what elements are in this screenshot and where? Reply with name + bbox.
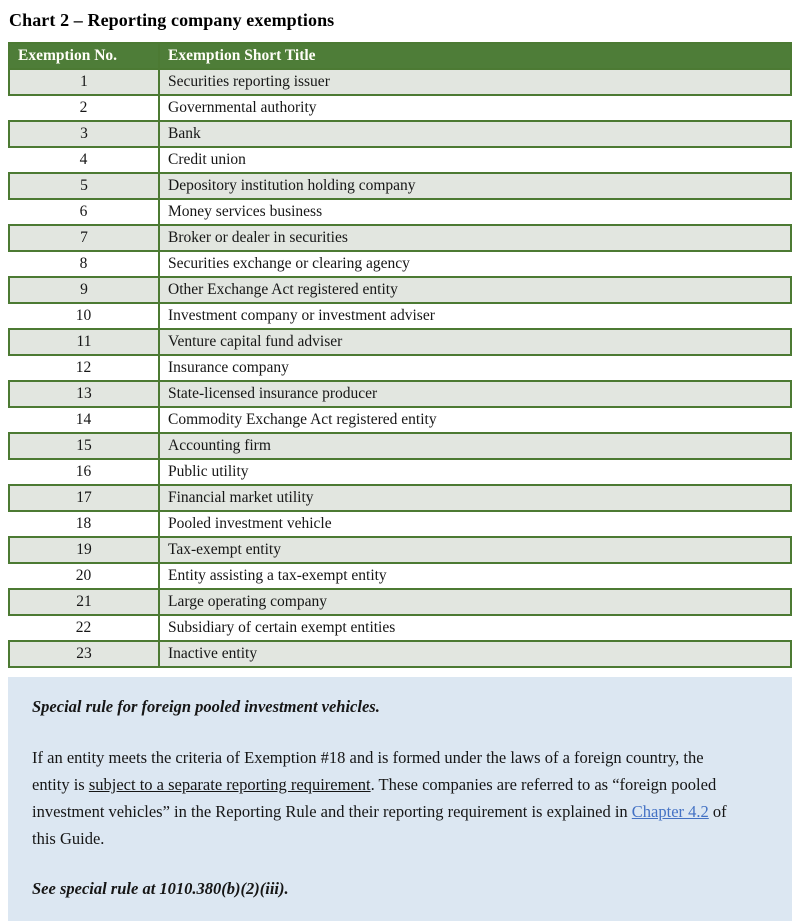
table-row (9, 511, 791, 537)
exemption-short-title-cell: Subsidiary of certain exempt entities (168, 619, 396, 636)
exemption-number-cell: 16 (9, 459, 159, 485)
exemption-number-cell: 9 (9, 277, 159, 303)
exemption-short-title-cell: Other Exchange Act registered entity (168, 281, 398, 298)
table-row (9, 537, 791, 563)
table-row (9, 381, 791, 407)
exemption-short-title-cell: Securities exchange or clearing agency (168, 255, 410, 272)
exemption-number-cell: 21 (9, 589, 159, 615)
exemption-number-cell: 18 (9, 511, 159, 537)
exemption-number-cell: 19 (9, 537, 159, 563)
exemption-short-title-cell: Depository institution holding company (168, 177, 416, 194)
chapter-4-2-link[interactable]: Chapter 4.2 (631, 802, 709, 822)
table-row (9, 303, 791, 329)
table-row (9, 355, 791, 381)
table-row (9, 173, 791, 199)
note-paragraph (32, 744, 732, 852)
exemption-short-title-cell: Pooled investment vehicle (168, 515, 332, 532)
citation-text: See special rule at 1010.380(b)(2)(iii). (32, 879, 289, 899)
exemption-short-title-cell: Accounting firm (168, 437, 271, 454)
exemptions-table (8, 42, 792, 668)
exemption-short-title-cell: Venture capital fund adviser (168, 333, 343, 350)
table-row (9, 225, 791, 251)
exemption-short-title-cell: Public utility (168, 463, 249, 480)
exemption-short-title-cell: Securities reporting issuer (168, 73, 330, 90)
exemption-number-cell: 7 (9, 225, 159, 251)
exemption-short-title-cell: Large operating company (168, 593, 327, 610)
table-row (9, 147, 791, 173)
exemption-short-title-cell: State-licensed insurance producer (168, 385, 378, 402)
exemption-number-cell: 12 (9, 355, 159, 381)
table-row (9, 485, 791, 511)
table-row (9, 615, 791, 641)
column-header-short-title: Exemption Short Title (159, 43, 791, 69)
exemption-number-cell: 10 (9, 303, 159, 329)
table-row (9, 95, 791, 121)
table-header-row (9, 43, 791, 69)
table-row (9, 121, 791, 147)
exemption-number-cell: 6 (9, 199, 159, 225)
exemption-number-cell: 20 (9, 563, 159, 589)
exemption-short-title-cell: Insurance company (168, 359, 289, 376)
chart-title: Chart 2 – Reporting company exemptions (9, 10, 335, 30)
table-row (9, 251, 791, 277)
exemption-short-title-cell: Broker or dealer in securities (168, 229, 348, 246)
exemption-short-title-cell: Money services business (168, 203, 323, 220)
paragraph-text-3: of this Guide. (32, 802, 727, 849)
table-row (9, 199, 791, 225)
exemption-number-cell: 3 (9, 121, 159, 147)
exemption-short-title-cell: Investment company or investment adviser (168, 307, 435, 324)
exemption-number-cell: 1 (9, 69, 159, 95)
special-rule-heading: Special rule for foreign pooled investment vehicles. (32, 697, 380, 716)
exemption-number-cell: 15 (9, 433, 159, 459)
table-row (9, 563, 791, 589)
exemption-short-title-cell: Inactive entity (168, 645, 258, 662)
table-row (9, 459, 791, 485)
table-row (9, 641, 791, 667)
exemption-short-title-cell: Bank (168, 125, 201, 142)
paragraph-text-1: If an entity meets the criteria of Exemption #18 and is formed under the laws of a foreign country, the entity is (32, 748, 704, 795)
exemption-number-cell: 4 (9, 147, 159, 173)
exemption-number-cell: 11 (9, 329, 159, 355)
exemption-short-title-cell: Financial market utility (168, 489, 314, 506)
exemption-short-title-cell: Governmental authority (168, 99, 317, 116)
underlined-phrase: subject to a separate reporting requirement (88, 775, 371, 795)
exemption-number-cell: 2 (9, 95, 159, 121)
exemption-number-cell: 14 (9, 407, 159, 433)
exemption-number-cell: 8 (9, 251, 159, 277)
exemption-number-cell: 23 (9, 641, 159, 667)
exemption-short-title-cell: Entity assisting a tax-exempt entity (168, 567, 387, 584)
exemption-short-title-cell: Credit union (168, 151, 246, 168)
exemption-number-cell: 22 (9, 615, 159, 641)
special-rule-note (8, 677, 792, 921)
exemption-number-cell: 5 (9, 173, 159, 199)
table-row (9, 329, 791, 355)
exemption-number-cell: 13 (9, 381, 159, 407)
table-row (9, 277, 791, 303)
table-row (9, 407, 791, 433)
exemption-number-cell: 17 (9, 485, 159, 511)
table-row (9, 69, 791, 95)
paragraph-text-2: . These companies are referred to as “foreign pooled investment vehicles” in the Reporting Rule and their reporting requirement is explained in (32, 775, 717, 822)
table-row (9, 589, 791, 615)
exemption-short-title-cell: Tax-exempt entity (168, 541, 281, 558)
table-row (9, 433, 791, 459)
column-header-exemption-no: Exemption No. (9, 43, 159, 69)
exemption-short-title-cell: Commodity Exchange Act registered entity (168, 411, 437, 428)
